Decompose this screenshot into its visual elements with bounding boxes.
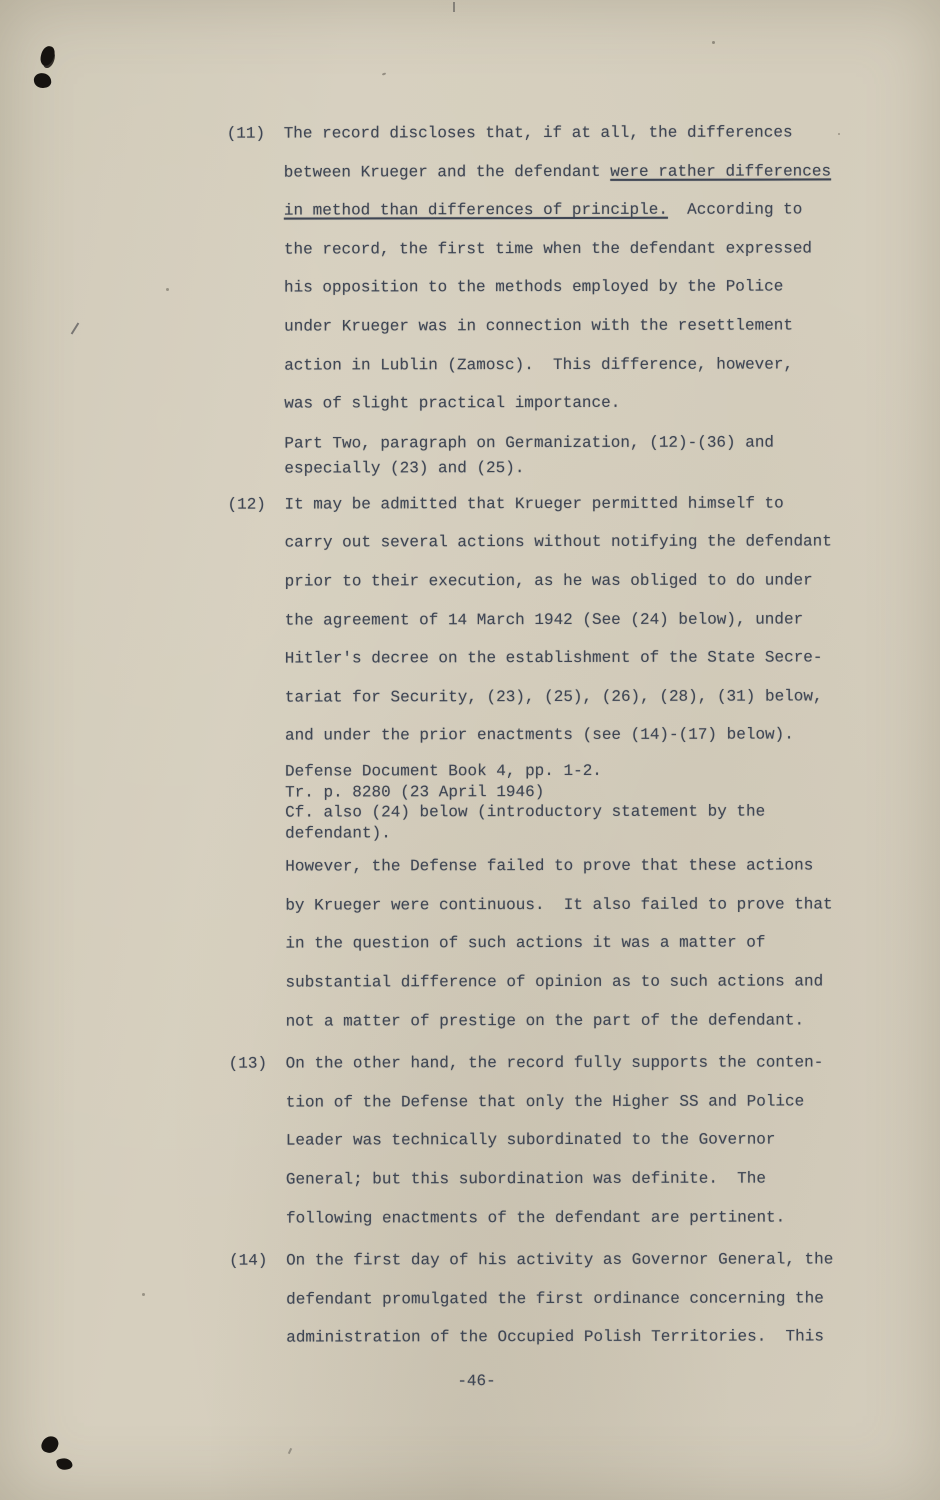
text-line [285,716,888,756]
text-segment: by Krueger were continuous. It also failed to prove that [285,895,833,915]
text-segment: the record, the first time when the defendant expressed [283,239,813,259]
text-line [285,885,888,925]
text-segment: Cf. also (24) below (introductory statement by the [285,802,766,822]
scan-artifact [453,2,455,12]
text-segment: under Krueger was in connection with the resettlement [284,316,794,336]
text-line [284,268,887,308]
scan-artifact [838,133,840,135]
text-segment: carry out several actions without notifying the defendant [284,532,832,552]
text-segment: On the other hand, the record fully supports the conten- [285,1053,824,1073]
text-segment: and under the prior enactments (see (14)-(17) below). [284,725,794,745]
text-segment: was of slight practical importance. [284,394,621,413]
text-segment: Leader was technically subordinated to the Governor [285,1130,776,1151]
text-line [284,229,887,269]
text-line [284,306,887,346]
text-segment: administration of the Occupied Polish Territories. This [286,1327,824,1347]
text-line [285,962,888,1002]
text-line [284,190,887,230]
ink-blot [39,45,56,67]
scan-artifact [382,72,386,75]
paragraph-number: (11) [226,124,266,143]
text-segment: Tr. p. 8280 (23 April 1946) [285,782,545,802]
paragraph-lines [286,1241,889,1358]
paragraph-number [228,848,285,1041]
text-segment: between Krueger and the defendant [283,162,611,182]
paragraph-lines [284,113,888,423]
ink-blot [33,72,52,89]
text-line [284,484,887,524]
text-segment: Hitler's decree on the establishment of the State Secre- [284,648,823,668]
scan-artifact [71,322,80,334]
paragraph-number [227,431,284,481]
text-line [286,1198,889,1238]
text-segment: It may be admitted that Krueger permitted himself to [284,494,784,514]
text-line [285,924,888,964]
ink-blot [40,1434,61,1455]
paragraph-number: (14) [229,1251,268,1270]
text-segment: defendant). [285,824,391,843]
text-segment: According to [667,200,803,219]
text-line [284,152,887,192]
text-line [285,561,888,601]
text-line [285,760,888,782]
paragraph-number [228,761,285,843]
text-line [286,1318,889,1358]
scan-artifact [166,288,169,291]
text-segment: On the first day of his activity as Governor General, the [286,1250,834,1270]
text-segment: especially (23) and (25). [284,458,525,478]
text-line [286,1279,889,1319]
text-segment: However, the Defense failed to prove that these actions [285,856,814,876]
paragraph-number: (13) [228,1054,268,1073]
text-segment: General; but this subordination was definite. The [285,1169,766,1189]
text-line [286,1044,889,1084]
paragraph [228,760,888,844]
page-number: -46- [457,1372,496,1391]
text-segment: the agreement of 14 March 1942 (See (24) below), under [284,610,804,630]
text-segment: action in Lublin (Zamosc). This difference, however, [284,355,794,375]
text-line [284,383,887,423]
scan-artifact [288,1448,292,1454]
text-segment: not a matter of prestige on the part of the defendant. [285,1011,805,1031]
paragraph-lines [285,760,888,844]
numbered-paragraph [229,1044,889,1238]
text-segment: prior to their execution, as he was obliged to do under [284,571,813,591]
document-page [227,113,890,1395]
paragraph-lines [284,430,887,481]
text-line [284,430,887,456]
text-segment: his opposition to the methods employed by the Police [284,277,784,297]
underlined-text: were rather differences [610,162,832,181]
text-line [286,1121,889,1161]
underlined-text: in method than differences of principle. [283,200,668,220]
paragraph-lines [286,1044,889,1238]
text-line [285,847,888,887]
text-segment: defendant promulgated the first ordinance concerning the [286,1289,824,1309]
numbered-paragraph [229,1241,889,1358]
text-segment: following enactments of the defendant are pertinent. [285,1208,786,1228]
text-line [285,523,888,563]
text-line [285,801,888,823]
text-line [285,781,888,803]
text-line [285,822,888,844]
numbered-paragraph [227,113,888,423]
text-line [285,677,888,717]
text-line [286,1241,889,1281]
text-line [286,1082,889,1122]
text-line [286,1001,889,1041]
document-body [227,113,890,1357]
numbered-paragraph [227,484,888,756]
paragraph-lines [285,847,888,1041]
scan-artifact [142,1293,145,1296]
paragraph [227,430,887,481]
text-line [284,455,887,481]
paragraph-lines [284,484,888,755]
scan-artifact [712,41,715,44]
paragraph-number: (12) [227,495,266,514]
text-segment: substantial difference of opinion as to such actions and [285,972,824,992]
text-line [285,638,888,678]
text-line [284,345,887,385]
text-line [286,1159,889,1199]
text-segment: Defense Document Book 4, pp. 1-2. [285,761,602,781]
text-segment: tariat for Security, (23), (25), (26), (28), (31) below, [284,687,823,707]
paragraph [228,847,888,1041]
text-segment: Part Two, paragraph on Germanization, (12)-(36) and [284,433,775,453]
text-segment: The record discloses that, if at all, the differences [283,123,793,143]
text-line [285,600,888,640]
text-segment: in the question of such actions it was a matter of [285,934,766,954]
text-line [284,113,887,153]
ink-blot [56,1456,74,1471]
text-segment: tion of the Defense that only the Higher SS and Police [285,1092,805,1112]
